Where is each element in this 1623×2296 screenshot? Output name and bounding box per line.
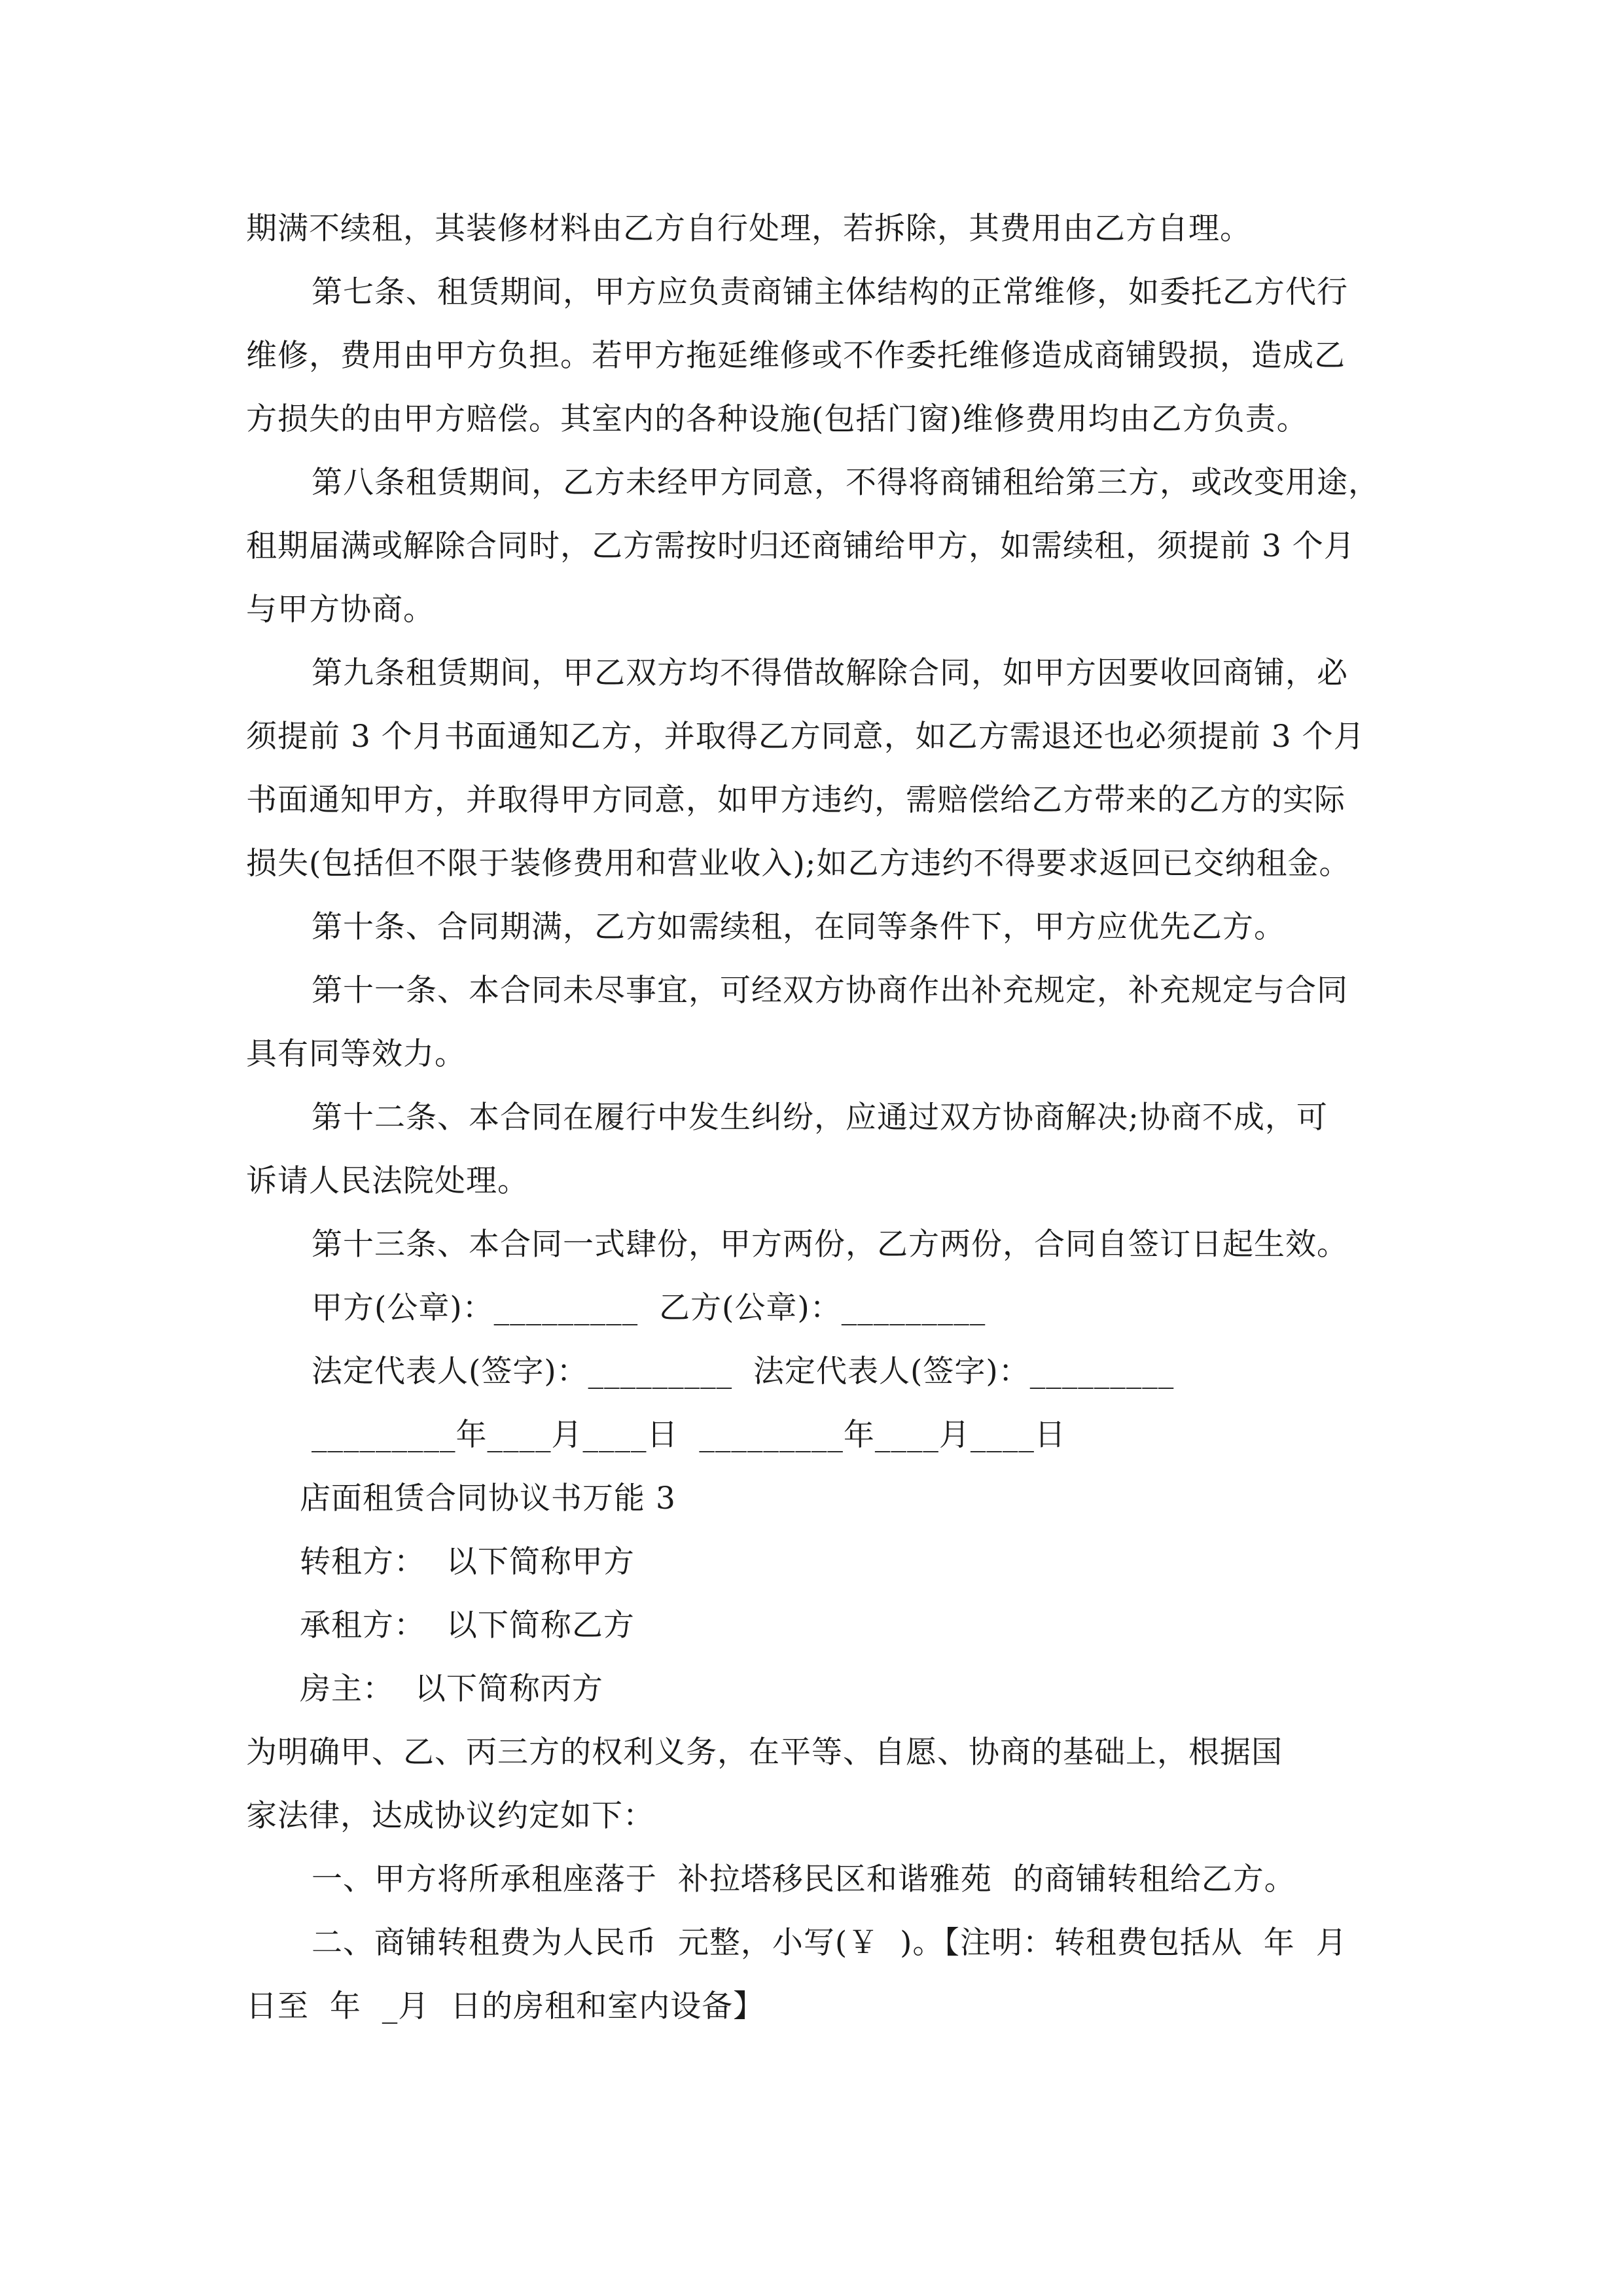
signature-line-representative: 法定代表人(签字)：_________ 法定代表人(签字)：_________	[312, 1354, 1175, 1390]
text-line: 具有同等效力。	[246, 1036, 466, 1072]
text-line: 租期届满或解除合同时，乙方需按时归还商铺给甲方，如需续租，须提前 3 个月	[246, 528, 1355, 564]
party-line-lessee: 承租方： 以下简称乙方	[300, 1607, 635, 1643]
text-line: 须提前 3 个月书面通知乙方，并取得乙方同意，如乙方需退还也必须提前 3 个月	[246, 719, 1365, 755]
text-line: 与甲方协商。	[246, 592, 435, 628]
text-line: 第九条租赁期间，甲乙双方均不得借故解除合同，如甲方因要收回商铺，必	[312, 655, 1348, 691]
text-line: 第十条、合同期满，乙方如需续租，在同等条件下，甲方应优先乙方。	[312, 909, 1285, 945]
signature-line-seal: 甲方(公章)：_________ 乙方(公章)：_________	[312, 1290, 986, 1326]
text-line: 方损失的由甲方赔偿。其室内的各种设施(包括门窗)维修费用均由乙方负责。	[246, 401, 1308, 437]
signature-line-date: _________年____月____日 _________年____月____日	[312, 1417, 1066, 1453]
party-line-owner: 房主： 以下简称丙方	[300, 1671, 603, 1707]
text-line: 为明确甲、乙、丙三方的权利义务，在平等、自愿、协商的基础上，根据国	[246, 1734, 1283, 1770]
text-line: 一、甲方将所承租座落于 补拉塔移民区和谐雅苑 的商铺转租给乙方。	[312, 1861, 1296, 1897]
text-line: 日至 年 _月 日的房租和室内设备】	[246, 1988, 765, 2024]
text-line: 第八条租赁期间，乙方未经甲方同意，不得将商铺租给第三方，或改变用途，	[312, 465, 1380, 501]
party-line-sublessor: 转租方： 以下简称甲方	[300, 1544, 635, 1580]
text-line: 损失(包括但不限于装修费用和营业收入);如乙方违约不得要求返回已交纳租金。	[246, 846, 1351, 882]
text-line: 第十三条、本合同一式肆份，甲方两份，乙方两份，合同自签订日起生效。	[312, 1227, 1348, 1263]
text-line: 家法律，达成协议约定如下：	[246, 1798, 654, 1834]
text-line: 第十二条、本合同在履行中发生纠纷，应通过双方协商解决;协商不成，可	[312, 1100, 1328, 1136]
text-line: 维修，费用由甲方负担。若甲方拖延维修或不作委托维修造成商铺毁损，造成乙	[246, 338, 1346, 374]
text-line: 诉请人民法院处理。	[246, 1163, 529, 1199]
text-line: 第十一条、本合同未尽事宜，可经双方协商作出补充规定，补充规定与合同	[312, 973, 1348, 1009]
text-line: 第七条、租赁期间，甲方应负责商铺主体结构的正常维修，如委托乙方代行	[312, 274, 1348, 310]
text-line: 书面通知甲方，并取得甲方同意，如甲方违约，需赔偿给乙方带来的乙方的实际	[246, 782, 1346, 818]
text-line: 期满不续租，其装修材料由乙方自行处理，若拆除，其费用由乙方自理。	[246, 211, 1251, 247]
text-line: 二、商铺转租费为人民币 元整，小写(￥ )。【注明：转租费包括从 年 月	[312, 1925, 1347, 1961]
section-title: 店面租赁合同协议书万能 3	[300, 1480, 676, 1516]
